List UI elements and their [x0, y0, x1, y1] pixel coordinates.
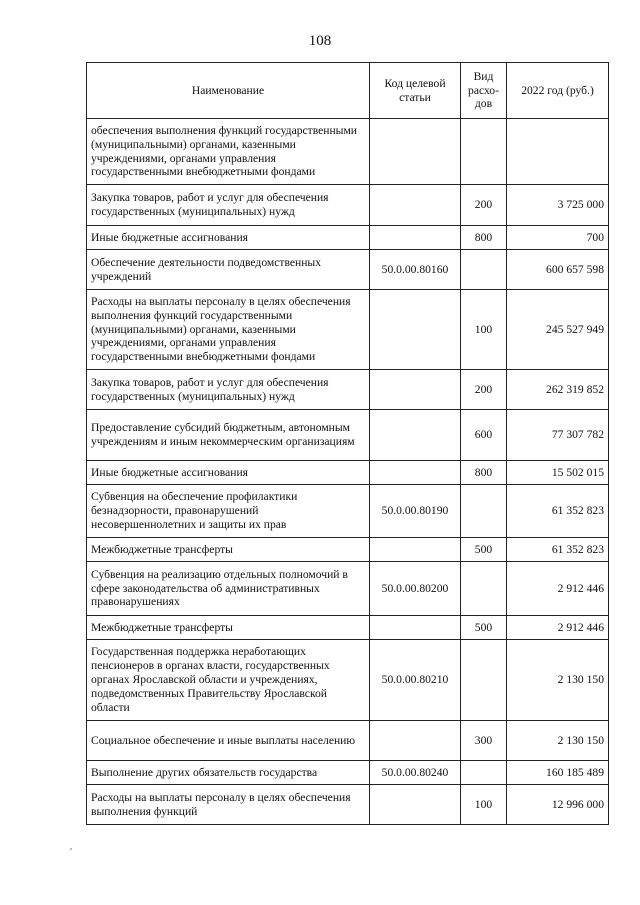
- row-name: Закупка товаров, работ и услуг для обеспечения государственных (муниципальных) нужд: [87, 370, 370, 410]
- row-amount: 2 912 446: [507, 616, 609, 640]
- scan-artifact: [70, 848, 72, 850]
- row-name: Межбюджетные трансферты: [87, 538, 370, 562]
- table-row: [87, 226, 609, 250]
- row-kind: 600: [461, 410, 507, 461]
- row-code: 50.0.00.80210: [370, 640, 461, 721]
- row-kind: 200: [461, 370, 507, 410]
- row-kind: 100: [461, 785, 507, 825]
- row-code: [370, 538, 461, 562]
- row-amount: 700: [507, 226, 609, 250]
- row-code: 50.0.00.80240: [370, 761, 461, 785]
- row-amount: 2 130 150: [507, 721, 609, 761]
- row-code: [370, 410, 461, 461]
- row-name: Межбюджетные трансферты: [87, 616, 370, 640]
- row-name: Расходы на выплаты персоналу в целях обеспечения выполнения функций государственными (муниципальными) органами, казенными учреждениями, органами управления государственными внебюджетными фондами: [87, 290, 370, 370]
- row-amount: 61 352 823: [507, 485, 609, 538]
- row-amount: 61 352 823: [507, 538, 609, 562]
- row-name: Выполнение других обязательств государства: [87, 761, 370, 785]
- row-code: [370, 290, 461, 370]
- table-row: [87, 562, 609, 616]
- table-header-row: [87, 63, 609, 119]
- table-row: [87, 290, 609, 370]
- row-amount: 77 307 782: [507, 410, 609, 461]
- row-code: [370, 721, 461, 761]
- row-code: 50.0.00.80190: [370, 485, 461, 538]
- row-kind: 800: [461, 461, 507, 485]
- table-row: [87, 761, 609, 785]
- row-kind: [461, 761, 507, 785]
- row-code: [370, 119, 461, 185]
- row-code: [370, 616, 461, 640]
- page-number: 108: [308, 33, 332, 49]
- header-amount: 2022 год (руб.): [507, 63, 609, 119]
- table-row: [87, 461, 609, 485]
- header-code: Код целевой статьи: [370, 63, 461, 119]
- row-kind: [461, 119, 507, 185]
- row-name: Государственная поддержка неработающих пенсионеров в органах власти, государственных органах Ярославской области и учреждениях, подведомственных Правительству Ярославской области: [87, 640, 370, 721]
- budget-table: [86, 62, 609, 825]
- table-row: [87, 721, 609, 761]
- row-name: Расходы на выплаты персоналу в целях обеспечения выполнения функций: [87, 785, 370, 825]
- table-row: [87, 538, 609, 562]
- row-code: [370, 370, 461, 410]
- table-row: [87, 785, 609, 825]
- row-name: Закупка товаров, работ и услуг для обеспечения государственных (муниципальных) нужд: [87, 185, 370, 226]
- row-name: Предоставление субсидий бюджетным, автономным учреждениям и иным некоммерческим организациям: [87, 410, 370, 461]
- row-code: [370, 185, 461, 226]
- table-row: [87, 119, 609, 185]
- row-kind: 300: [461, 721, 507, 761]
- row-amount: 262 319 852: [507, 370, 609, 410]
- row-amount: 15 502 015: [507, 461, 609, 485]
- row-kind: [461, 485, 507, 538]
- table-row: [87, 640, 609, 721]
- row-name: Иные бюджетные ассигнования: [87, 226, 370, 250]
- row-kind: 800: [461, 226, 507, 250]
- table-row: [87, 485, 609, 538]
- row-name: Социальное обеспечение и иные выплаты населению: [87, 721, 370, 761]
- row-name: Субвенция на обеспечение профилактики безнадзорности, правонарушений несовершеннолетних и защиты их прав: [87, 485, 370, 538]
- row-name: обеспечения выполнения функций государственными (муниципальными) органами, казенными учреждениями, органами управления государственными внебюджетными фондами: [87, 119, 370, 185]
- row-kind: 200: [461, 185, 507, 226]
- row-amount: 160 185 489: [507, 761, 609, 785]
- row-amount: 2 130 150: [507, 640, 609, 721]
- header-kind: Вид расхо-дов: [461, 63, 507, 119]
- header-name: Наименование: [87, 63, 370, 119]
- row-name: Субвенция на реализацию отдельных полномочий в сфере законодательства об административных правонарушениях: [87, 562, 370, 616]
- row-code: [370, 785, 461, 825]
- row-kind: [461, 562, 507, 616]
- row-amount: 2 912 446: [507, 562, 609, 616]
- row-kind: 500: [461, 538, 507, 562]
- row-code: [370, 461, 461, 485]
- row-amount: 3 725 000: [507, 185, 609, 226]
- table-row: [87, 185, 609, 226]
- table-row: [87, 616, 609, 640]
- table-row: [87, 410, 609, 461]
- row-kind: 500: [461, 616, 507, 640]
- table-row: [87, 250, 609, 290]
- row-code: 50.0.00.80160: [370, 250, 461, 290]
- row-amount: 600 657 598: [507, 250, 609, 290]
- row-code: 50.0.00.80200: [370, 562, 461, 616]
- row-amount: [507, 119, 609, 185]
- table-row: [87, 370, 609, 410]
- row-name: Обеспечение деятельности подведомственных учреждений: [87, 250, 370, 290]
- row-kind: [461, 640, 507, 721]
- row-code: [370, 226, 461, 250]
- row-name: Иные бюджетные ассигнования: [87, 461, 370, 485]
- row-amount: 12 996 000: [507, 785, 609, 825]
- row-kind: [461, 250, 507, 290]
- row-amount: 245 527 949: [507, 290, 609, 370]
- row-kind: 100: [461, 290, 507, 370]
